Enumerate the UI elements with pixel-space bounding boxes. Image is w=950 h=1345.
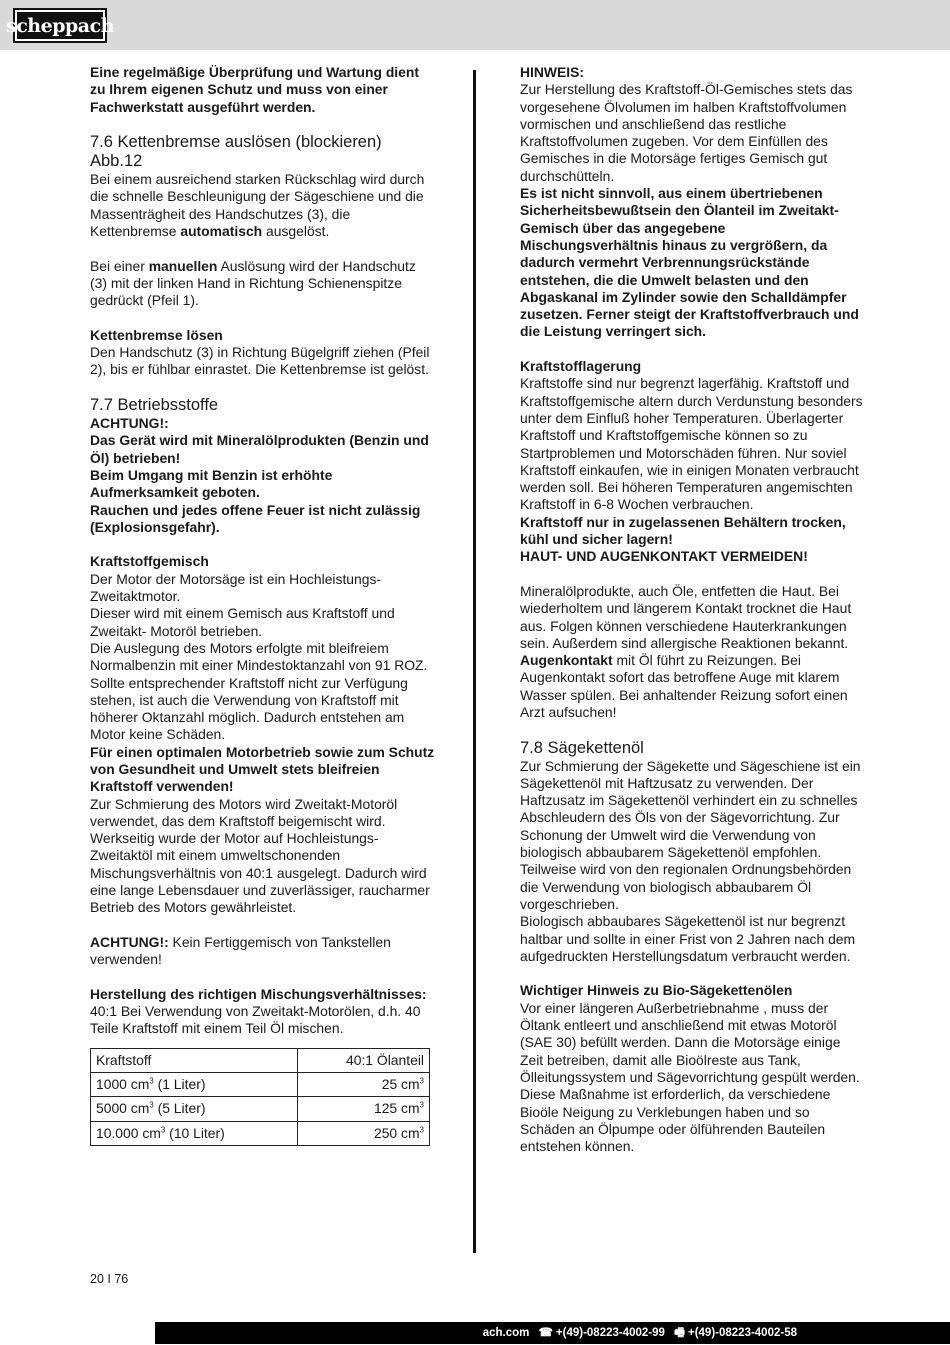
eye-contact-text: Augenkontakt mit Öl führt zu Reizungen. Bei Augenkontakt sofort das betroffene Auge mit klarem Wasser spülen. Bei anhaltender Reizung sofort einen Arzt aufsuchen! — [520, 652, 848, 720]
fuel-mix-paragraph-3: Die Auslegung des Motors erfolgte mit bleifreiem Normalbenzin mit einer Mindestoktanzahl von 91 ROZ. Sollte entsprechender Kraftstoff nicht zur Verfügung stehen, ist auch die Verwendung von Kraftstoff mit höherer Oktanzahl möglich. Dadurch entstehen am Motor keine Schäden. — [90, 639, 428, 743]
footer-contact — [477, 1323, 797, 1343]
release-heading: Kettenbremse lösen — [90, 326, 223, 343]
table-cell: 1000 $cm^3$ (1 Liter) — [91, 1073, 298, 1097]
table-row — [91, 1097, 430, 1121]
section-7-7-warning-2: Beim Umgang mit Benzin ist erhöhte Aufmerksamkeit geboten. — [90, 466, 333, 501]
table-cell: 25 $cm^3$ — [298, 1073, 430, 1097]
caution-note: ACHTUNG!: Kein Fertiggemisch von Tankstellen verwenden! — [90, 933, 391, 968]
page-number: 20 I 76 — [90, 1272, 129, 1286]
section-7-6-paragraph-2: Bei einer manuellen Auslösung wird der Handschutz (3) mit der linken Hand in Richtung Schienenspitze gedrückt (Pfeil 1). — [90, 257, 416, 309]
fuel-mix-paragraph-4: Zur Schmierung des Motors wird Zweitakt-Motoröl verwendet, das dem Kraftstoff beigemischt wird. Werkseitig wurde der Motor auf Hochleistungs-Zweitaktöl mit einem umweltschonenden Mischungsverhältnis von 40:1 ausgelegt. Dadurch wird eine lange Lebensdauer und zuverlässiger, raucharmer Betrieb des Motors gewährleistet. — [90, 795, 430, 916]
table-cell: 5000 $cm^3$ (5 Liter) — [91, 1097, 298, 1121]
fuel-mix-heading: Kraftstoffgemisch — [90, 553, 209, 570]
section-7-8-text-2: Biologisch abbaubares Sägekettenöl ist nur begrenzt haltbar und sollte in einer Frist von 2 Jahren nach dem aufgedruckten Herstellungsdatum verbraucht werden. — [520, 913, 856, 964]
storage-text: Kraftstoffe sind nur begrenzt lagerfähig. Kraftstoff und Kraftstoffgemische altern durch Verdunstung besonders unter dem Einfluß hoher Temperaturen. Überlagerter Kraftstoff und Kraftstoffgemische können so zu Startproblemen und Motorschäden führen. Nur soviel Kraftstoff einkaufen, wie in einigen Monaten verbraucht werden soll. Bei höheren Temperaturen angemischten Kraftstoff in 6-8 Wochen verbrauchen. — [520, 375, 863, 513]
storage-heading: Kraftstofflagerung — [520, 358, 642, 375]
table-cell: 10.000 $cm^3$ (10 Liter) — [91, 1121, 298, 1145]
footer-fax: +(49)-08223-4002-58 — [687, 1327, 797, 1339]
mixing-ratio-table — [90, 1048, 430, 1146]
section-7-6-heading: 7.6 Kettenbremse auslösen (blockieren) Abb.12 — [90, 133, 382, 171]
section-7-7-warning-label: ACHTUNG!: — [90, 415, 169, 432]
fuel-mix-paragraph-2: Dieser wird mit einem Gemisch aus Kraftstoff und Zweitakt- Motoröl betrieben. — [90, 605, 395, 639]
table-header-cell: 40:1 Ölanteil — [298, 1048, 430, 1072]
table-header-cell: Kraftstoff — [91, 1048, 298, 1072]
storage-bold-1: Kraftstoff nur in zugelassenen Behältern trocken, kühl und sicher lagern! — [520, 513, 846, 548]
skin-contact-text: Mineralölprodukte, auch Öle, entfetten die Haut. Bei wiederholtem und längerem Kontakt trocknet die Haut aus. Folgen können verschiedene Hauterkrankungen sein. Außerdem sind allergische Reaktionen bekannt. — [520, 582, 852, 651]
bio-oil-text: Vor einer längeren Außerbetriebnahme , muss der Öltank entleert und anschließend mit etwas Motoröl (SAE 30) befüllt werden. Dann die Motorsäge einige Zeit betreiben, damit alle Bioölreste aus Tank, Ölleitungssystem und Sägevorrichtung gespült werden. Diese Maßnahme ist erforderlich, da verschiedene Bioöle Neigung zu Verklebungen haben und so Schäden an Ölpumpe oder ölführenden Bauteilen entstehen können. — [520, 999, 860, 1155]
section-7-7-warning-3: Rauchen und jedes offene Feuer ist nicht zulässig (Explosionsgefahr). — [90, 501, 421, 535]
ratio-text: 40:1 Bei Verwendung von Zweitakt-Motorölen, d.h. 40 Teile Kraftstoff mit einem Teil Öl mischen. — [90, 1003, 421, 1037]
table-cell: 125 $cm^3$ — [298, 1097, 430, 1121]
note-heading: HINWEIS: — [520, 64, 585, 80]
footer-phone: +(49)-08223-4002-99 — [555, 1327, 665, 1339]
right-column — [520, 64, 865, 1155]
section-7-8-heading: 7.8 Sägekettenöl — [520, 738, 644, 757]
table-row — [91, 1073, 430, 1097]
brand-logo — [6, 8, 114, 43]
footer-website: ach.com — [482, 1327, 530, 1339]
section-7-7-warning-1: Das Gerät wird mit Mineralölprodukten (Benzin und Öl) betrieben! — [90, 432, 429, 466]
note-bold-text: Es ist nicht sinnvoll, aus einem übertriebenen Sicherheitsbewußtsein den Ölanteil im Zweitakt-Gemisch über das angegebene Mischungsverhältnis hinaus zu vergrößern, da dadurch vermehrt Verbrennungsrückstände entstehen, die die Umwelt belasten und den Abgaskanal im Zylinder sowie den Schalldämpfer zusetzen. Ferner steigt der Kraftstoffverbrauch und die Leistung verringert sich. — [520, 185, 859, 340]
brand-logo-text: scheppach — [17, 12, 103, 39]
table-row — [91, 1048, 430, 1072]
bio-oil-heading: Wichtiger Hinweis zu Bio-Sägekettenölen — [520, 982, 793, 999]
intro-text: Eine regelmäßige Überprüfung und Wartung dient zu Ihrem eigenen Schutz und muss von einer Fachwerkstatt ausgeführt werden. — [90, 64, 420, 115]
table-row — [91, 1121, 430, 1145]
header-band — [0, 0, 950, 50]
section-7-6-paragraph-1: Bei einem ausreichend starken Rückschlag wird durch die schnelle Beschleunigung der Sägeschiene und die Massenträgheit des Handschutzes (3), die Kettenbremse automatisch ausgelöst. — [90, 171, 425, 240]
fuel-mix-paragraph-1: Der Motor der Motorsäge ist ein Hochleistungs-Zweitaktmotor. — [90, 570, 382, 605]
fax-icon: 🖷 — [674, 1327, 685, 1339]
column-divider — [473, 70, 476, 1253]
storage-bold-2: HAUT- UND AUGENKONTAKT VERMEIDEN! — [520, 548, 808, 565]
note-text: Zur Herstellung des Kraftstoff-Öl-Gemisches stets das vorgesehene Ölvolumen im halben Kraftstoffvolumen vormischen und anschließend das restliche Kraftstoffvolumen zugeben. Vor dem Einfüllen des Gemisches in die Motorsäge fertiges Gemisch gut durchschütteln. — [520, 81, 853, 184]
ratio-heading: Herstellung des richtigen Mischungsverhältnisses: — [90, 985, 427, 1002]
section-7-7-heading: 7.7 Betriebsstoffe — [90, 396, 219, 415]
fuel-mix-bold-note: Für einen optimalen Motorbetrieb sowie zum Schutz von Gesundheit und Umwelt stets bleifreien Kraftstoff verwenden! — [90, 743, 435, 795]
release-text: Den Handschutz (3) in Richtung Bügelgriff ziehen (Pfeil 2), bis er fühlbar einrastet. Die Kettenbremse ist gelöst. — [90, 344, 430, 378]
section-7-8-text: Zur Schmierung der Sägekette und Sägeschiene ist ein Sägekettenöl mit Haftzusatz zu verwenden. Der Haftzusatz im Sägekettenöl verhindert ein zu schnelles Abschleudern des Öls von der Sägevorrichtung. Zur Schonung der Umwelt wird die Verwendung von biologisch abbaubarem Sägekettenöl empfohlen. Teilweise wird von den regionalen Ordnungsbehörden die Verwendung von biologisch abbaubarem Öl vorgeschrieben. — [520, 757, 861, 912]
table-cell: 250 $cm^3$ — [298, 1121, 430, 1145]
left-column — [90, 64, 435, 1146]
phone-icon: ☎ — [538, 1327, 553, 1339]
